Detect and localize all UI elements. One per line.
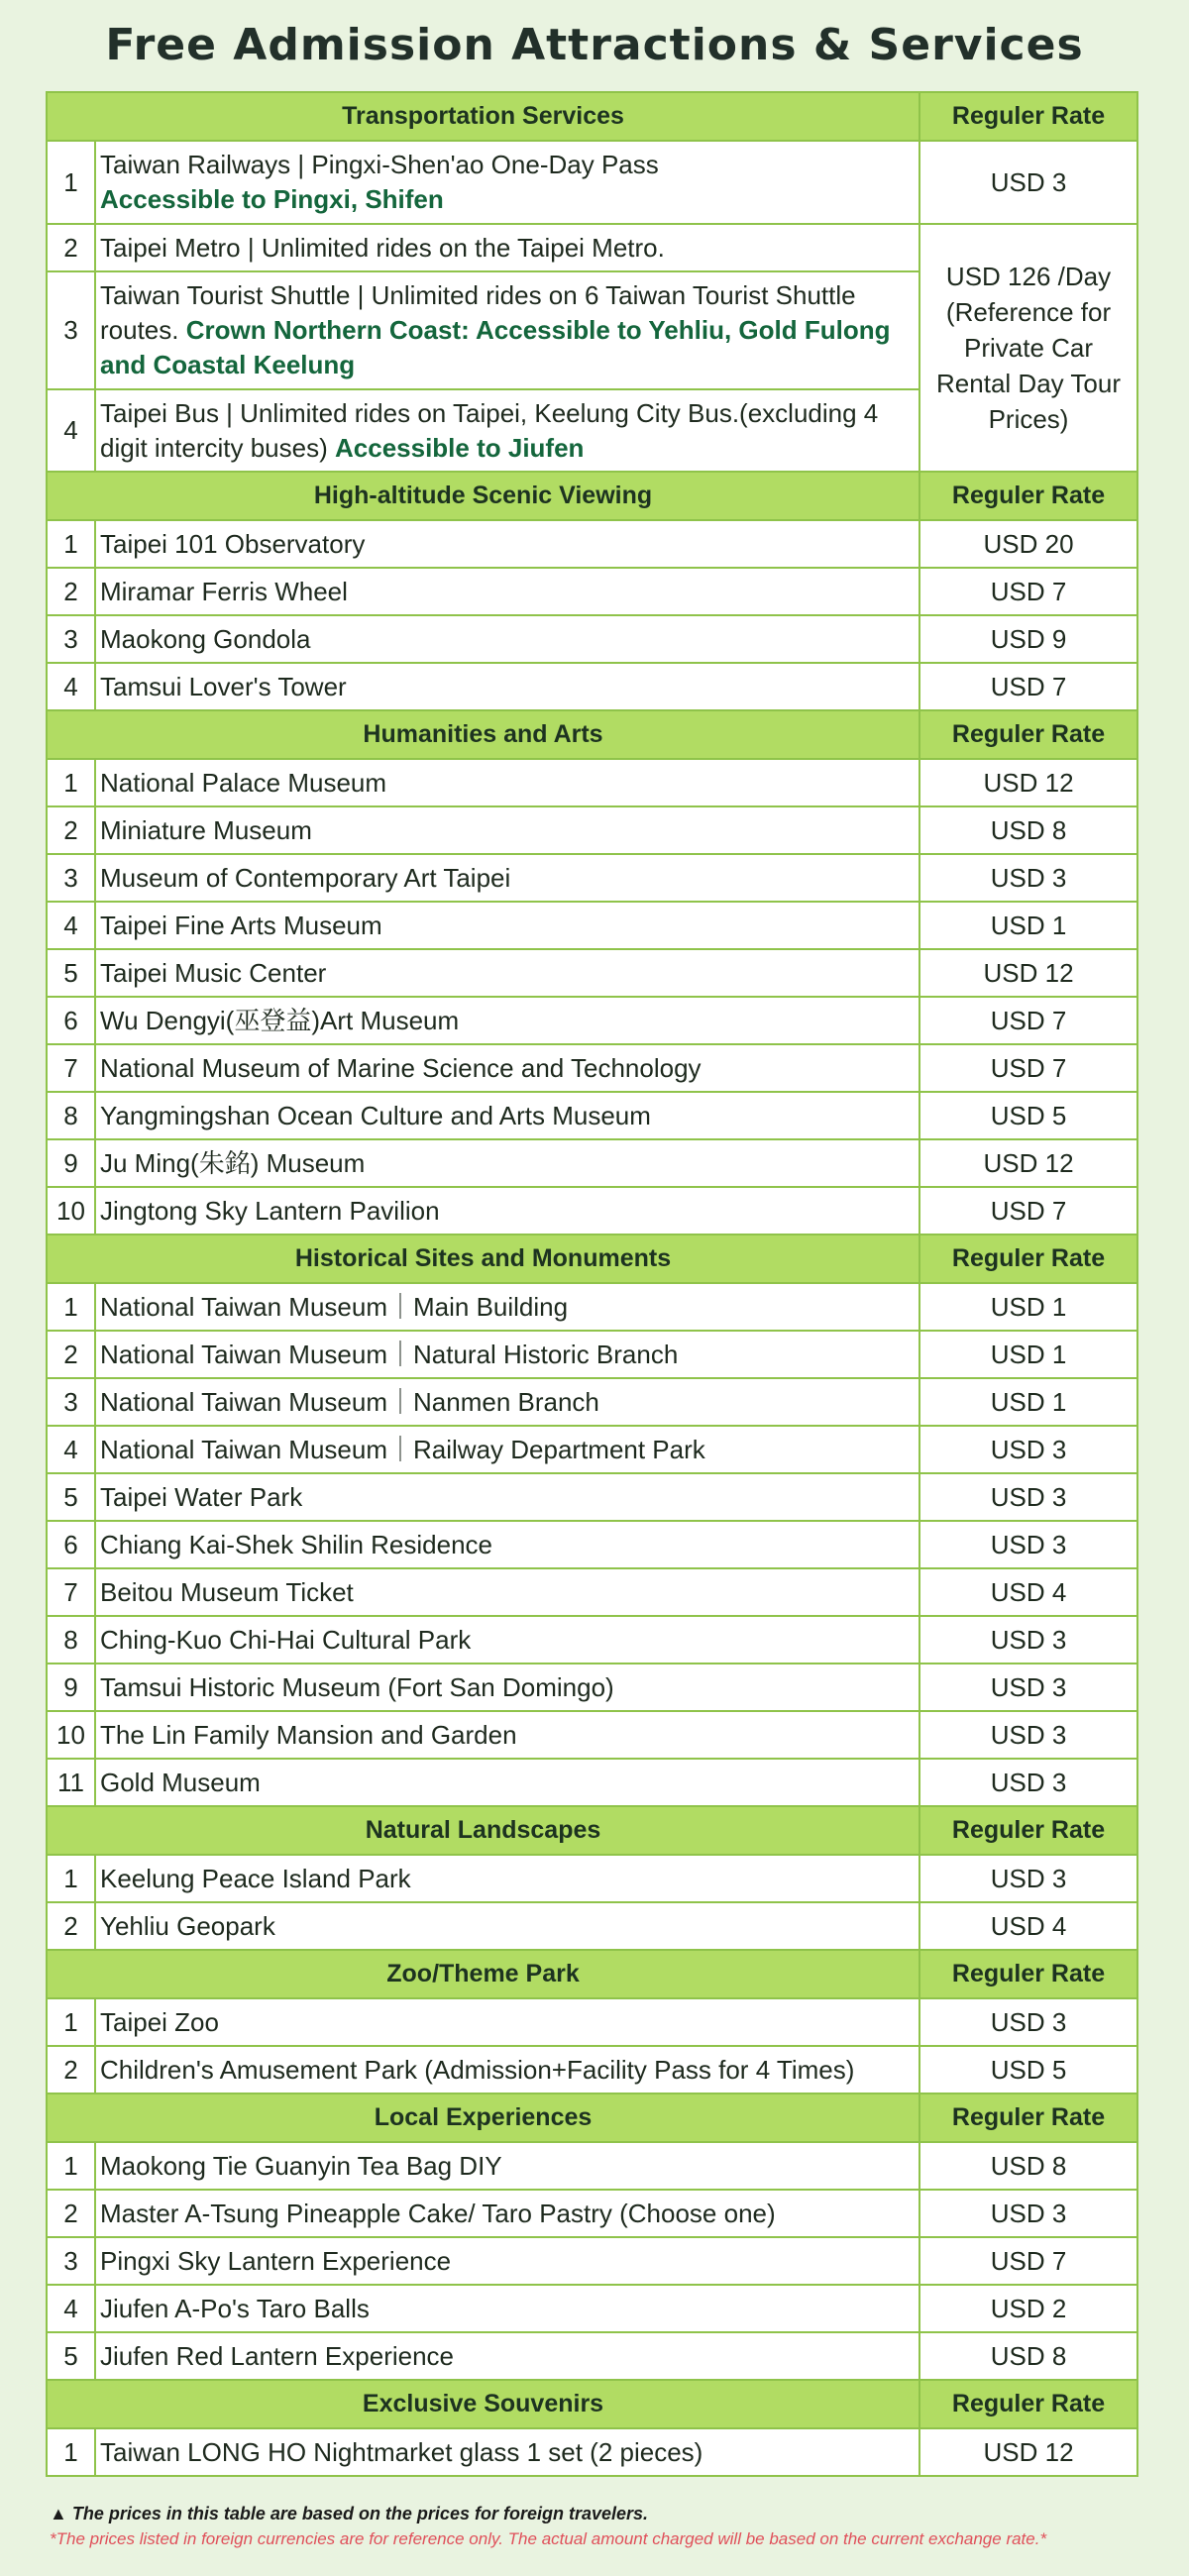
row-number: 5 xyxy=(47,949,95,997)
row-highlight: Crown Northern Coast: Accessible to Yehliu, Gold Fulong and Coastal Keelung xyxy=(100,315,891,379)
row-name: Jiufen Red Lantern Experience xyxy=(95,2332,919,2380)
row-name: The Lin Family Mansion and Garden xyxy=(95,1711,919,1759)
rate-header: Reguler Rate xyxy=(919,1234,1137,1283)
row-rate: USD 3 xyxy=(919,2190,1137,2237)
row-rate: USD 1 xyxy=(919,1331,1137,1378)
table-row xyxy=(47,1283,1137,1331)
row-number: 1 xyxy=(47,520,95,568)
row-name xyxy=(95,389,919,472)
row-number: 3 xyxy=(47,615,95,663)
table-row xyxy=(47,854,1137,902)
table-row xyxy=(47,2142,1137,2190)
row-number: 6 xyxy=(47,997,95,1044)
table-row xyxy=(47,1616,1137,1664)
table-row xyxy=(47,1998,1137,2046)
row-name-text: Taiwan Railways | Pingxi-Shen'ao One-Day Pass xyxy=(100,150,659,179)
row-name: Wu Dengyi(巫登益)Art Museum xyxy=(95,997,919,1044)
row-name: Taiwan LONG HO Nightmarket glass 1 set (2 pieces) xyxy=(95,2428,919,2476)
row-name: National Taiwan Museum｜Nanmen Branch xyxy=(95,1378,919,1426)
row-rate: USD 3 xyxy=(919,1855,1137,1902)
row-number: 4 xyxy=(47,389,95,472)
row-name: Maokong Gondola xyxy=(95,615,919,663)
row-name: National Taiwan Museum｜Railway Department Park xyxy=(95,1426,919,1473)
row-number: 2 xyxy=(47,1902,95,1950)
row-number: 9 xyxy=(47,1664,95,1711)
row-name: Taipei 101 Observatory xyxy=(95,520,919,568)
table-row xyxy=(47,663,1137,710)
row-number: 1 xyxy=(47,1855,95,1902)
row-number: 1 xyxy=(47,1998,95,2046)
row-number: 4 xyxy=(47,902,95,949)
table-row xyxy=(47,997,1137,1044)
table-row xyxy=(47,1902,1137,1950)
row-name: Jiufen A-Po's Taro Balls xyxy=(95,2285,919,2332)
row-rate: USD 3 xyxy=(919,1664,1137,1711)
row-name: National Taiwan Museum｜Main Building xyxy=(95,1283,919,1331)
row-name: Tamsui Historic Museum (Fort San Domingo) xyxy=(95,1664,919,1711)
rate-header: Reguler Rate xyxy=(919,1950,1137,1998)
row-rate: USD 12 xyxy=(919,759,1137,806)
row-number: 2 xyxy=(47,806,95,854)
triangle-icon: ▲ xyxy=(50,2504,67,2523)
row-rate: USD 3 xyxy=(919,141,1137,224)
row-rate: USD 12 xyxy=(919,2428,1137,2476)
table-row xyxy=(47,224,1137,271)
table-row xyxy=(47,1044,1137,1092)
row-number: 3 xyxy=(47,2237,95,2285)
table-row xyxy=(47,1331,1137,1378)
row-name: Tamsui Lover's Tower xyxy=(95,663,919,710)
row-number: 2 xyxy=(47,1331,95,1378)
section-header xyxy=(47,472,1137,520)
table-row xyxy=(47,1664,1137,1711)
row-rate: USD 3 xyxy=(919,1616,1137,1664)
row-number: 2 xyxy=(47,568,95,615)
row-rate: USD 5 xyxy=(919,1092,1137,1139)
table-row xyxy=(47,949,1137,997)
row-rate: USD 3 xyxy=(919,1473,1137,1521)
row-number: 5 xyxy=(47,1473,95,1521)
row-rate: USD 4 xyxy=(919,1902,1137,1950)
row-name: Keelung Peace Island Park xyxy=(95,1855,919,1902)
row-name: Taipei Zoo xyxy=(95,1998,919,2046)
row-number: 3 xyxy=(47,854,95,902)
row-number: 8 xyxy=(47,1616,95,1664)
row-number: 7 xyxy=(47,1568,95,1616)
row-rate: USD 9 xyxy=(919,615,1137,663)
row-name: Taipei Metro | Unlimited rides on the Taipei Metro. xyxy=(95,224,919,271)
table-row xyxy=(47,141,1137,224)
row-number: 1 xyxy=(47,2428,95,2476)
row-number: 6 xyxy=(47,1521,95,1568)
footnote-foreign-prices xyxy=(50,2504,648,2524)
row-number: 2 xyxy=(47,2190,95,2237)
row-number: 4 xyxy=(47,663,95,710)
row-rate: USD 1 xyxy=(919,1378,1137,1426)
row-highlight: Accessible to Pingxi, Shifen xyxy=(100,184,444,214)
rate-header: Reguler Rate xyxy=(919,1806,1137,1855)
row-rate: USD 1 xyxy=(919,902,1137,949)
row-name: Master A-Tsung Pineapple Cake/ Taro Pastry (Choose one) xyxy=(95,2190,919,2237)
row-rate: USD 3 xyxy=(919,1711,1137,1759)
row-name: Miniature Museum xyxy=(95,806,919,854)
row-rate: USD 1 xyxy=(919,1283,1137,1331)
rate-header: Reguler Rate xyxy=(919,710,1137,759)
section-header xyxy=(47,710,1137,759)
table-row xyxy=(47,1092,1137,1139)
row-number: 5 xyxy=(47,2332,95,2380)
row-name: Ching-Kuo Chi-Hai Cultural Park xyxy=(95,1616,919,1664)
table-row xyxy=(47,2190,1137,2237)
section-title: Humanities and Arts xyxy=(47,710,919,759)
table-row xyxy=(47,2332,1137,2380)
section-title: Local Experiences xyxy=(47,2093,919,2142)
row-number: 1 xyxy=(47,2142,95,2190)
rate-header: Reguler Rate xyxy=(919,2380,1137,2428)
rate-header: Reguler Rate xyxy=(919,2093,1137,2142)
row-number: 1 xyxy=(47,759,95,806)
row-name: Taipei Music Center xyxy=(95,949,919,997)
row-name: Ju Ming(朱銘) Museum xyxy=(95,1139,919,1187)
row-rate: USD 3 xyxy=(919,1759,1137,1806)
row-name-text: Taiwan Tourist Shuttle | Unlimited rides on 6 Taiwan Tourist Shuttle routes. xyxy=(100,280,856,345)
row-rate: USD 8 xyxy=(919,2142,1137,2190)
section-title: Natural Landscapes xyxy=(47,1806,919,1855)
row-rate: USD 3 xyxy=(919,854,1137,902)
row-number: 3 xyxy=(47,271,95,389)
row-name: National Museum of Marine Science and Technology xyxy=(95,1044,919,1092)
row-name: Museum of Contemporary Art Taipei xyxy=(95,854,919,902)
row-name xyxy=(95,141,919,224)
row-name: Children's Amusement Park (Admission+Facility Pass for 4 Times) xyxy=(95,2046,919,2093)
row-number: 9 xyxy=(47,1139,95,1187)
table-row xyxy=(47,520,1137,568)
shared-rate: USD 126 /Day (Reference for Private Car Rental Day Tour Prices) xyxy=(919,224,1137,472)
rate-header: Reguler Rate xyxy=(919,92,1137,141)
table-row xyxy=(47,759,1137,806)
attractions-table xyxy=(46,91,1138,2477)
row-rate: USD 7 xyxy=(919,997,1137,1044)
table-row xyxy=(47,1187,1137,1234)
row-name: Taipei Water Park xyxy=(95,1473,919,1521)
table-row xyxy=(47,1139,1137,1187)
row-name: Taipei Fine Arts Museum xyxy=(95,902,919,949)
row-number: 4 xyxy=(47,1426,95,1473)
section-title: Transportation Services xyxy=(47,92,919,141)
row-name: National Palace Museum xyxy=(95,759,919,806)
footnote-text: The prices in this table are based on the prices for foreign travelers. xyxy=(71,2504,649,2523)
row-number: 2 xyxy=(47,224,95,271)
row-rate: USD 12 xyxy=(919,949,1137,997)
row-number: 10 xyxy=(47,1187,95,1234)
table-row xyxy=(47,1426,1137,1473)
table-row xyxy=(47,2046,1137,2093)
row-number: 11 xyxy=(47,1759,95,1806)
footnote-exchange-rate: *The prices listed in foreign currencies are for reference only. The actual amount charged will be based on the current exchange rate.* xyxy=(50,2529,1047,2548)
section-header xyxy=(47,92,1137,141)
table-row xyxy=(47,1473,1137,1521)
row-rate: USD 3 xyxy=(919,1998,1137,2046)
row-rate: USD 12 xyxy=(919,1139,1137,1187)
row-number: 1 xyxy=(47,1283,95,1331)
row-name: Chiang Kai-Shek Shilin Residence xyxy=(95,1521,919,1568)
table-row xyxy=(47,2428,1137,2476)
row-rate: USD 7 xyxy=(919,663,1137,710)
table-row xyxy=(47,1759,1137,1806)
row-rate: USD 7 xyxy=(919,1187,1137,1234)
row-number: 1 xyxy=(47,141,95,224)
page-title: Free Admission Attractions & Services xyxy=(105,20,1084,70)
section-title: Zoo/Theme Park xyxy=(47,1950,919,1998)
row-rate: USD 5 xyxy=(919,2046,1137,2093)
row-number: 10 xyxy=(47,1711,95,1759)
section-header xyxy=(47,2093,1137,2142)
row-rate: USD 7 xyxy=(919,2237,1137,2285)
row-number: 7 xyxy=(47,1044,95,1092)
row-name: Yangmingshan Ocean Culture and Arts Museum xyxy=(95,1092,919,1139)
row-name: Yehliu Geopark xyxy=(95,1902,919,1950)
table-row xyxy=(47,806,1137,854)
row-rate: USD 7 xyxy=(919,568,1137,615)
row-rate: USD 7 xyxy=(919,1044,1137,1092)
section-title: High-altitude Scenic Viewing xyxy=(47,472,919,520)
row-name: Beitou Museum Ticket xyxy=(95,1568,919,1616)
row-name: National Taiwan Museum｜Natural Historic Branch xyxy=(95,1331,919,1378)
section-title: Exclusive Souvenirs xyxy=(47,2380,919,2428)
rate-header: Reguler Rate xyxy=(919,472,1137,520)
table-row xyxy=(47,902,1137,949)
row-name: Miramar Ferris Wheel xyxy=(95,568,919,615)
section-title: Historical Sites and Monuments xyxy=(47,1234,919,1283)
row-rate: USD 3 xyxy=(919,1426,1137,1473)
row-rate: USD 2 xyxy=(919,2285,1137,2332)
row-rate: USD 3 xyxy=(919,1521,1137,1568)
section-header xyxy=(47,1234,1137,1283)
table-row xyxy=(47,1568,1137,1616)
row-number: 8 xyxy=(47,1092,95,1139)
row-number: 4 xyxy=(47,2285,95,2332)
table-row xyxy=(47,2237,1137,2285)
row-name: Pingxi Sky Lantern Experience xyxy=(95,2237,919,2285)
table-row xyxy=(47,1855,1137,1902)
row-name: Gold Museum xyxy=(95,1759,919,1806)
row-rate: USD 4 xyxy=(919,1568,1137,1616)
row-name: Maokong Tie Guanyin Tea Bag DIY xyxy=(95,2142,919,2190)
row-name-text: Taipei Bus | Unlimited rides on Taipei, Keelung City Bus.(excluding 4 digit intercity buses) xyxy=(100,397,879,463)
row-rate: USD 8 xyxy=(919,806,1137,854)
row-number: 3 xyxy=(47,1378,95,1426)
row-number: 2 xyxy=(47,2046,95,2093)
row-name xyxy=(95,271,919,389)
table-row xyxy=(47,1521,1137,1568)
section-header xyxy=(47,2380,1137,2428)
table-row xyxy=(47,1711,1137,1759)
section-header xyxy=(47,1806,1137,1855)
row-highlight: Accessible to Jiufen xyxy=(335,432,585,463)
table-row xyxy=(47,1378,1137,1426)
table-row xyxy=(47,615,1137,663)
table-row xyxy=(47,568,1137,615)
row-name: Jingtong Sky Lantern Pavilion xyxy=(95,1187,919,1234)
row-rate: USD 20 xyxy=(919,520,1137,568)
table-row xyxy=(47,2285,1137,2332)
row-rate: USD 8 xyxy=(919,2332,1137,2380)
section-header xyxy=(47,1950,1137,1998)
